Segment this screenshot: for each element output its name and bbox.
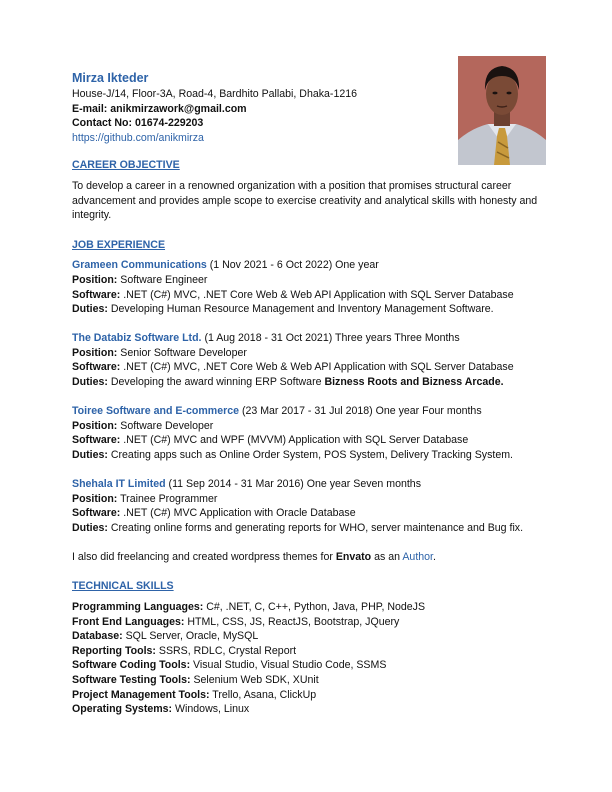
skill-value: C#, .NET, C, C++, Python, Java, PHP, NodeJS	[203, 601, 426, 614]
position-label: Position:	[72, 419, 118, 432]
job-software-line	[72, 433, 544, 448]
job-software-line	[72, 506, 544, 521]
job-duties: Developing Human Resource Management and Inventory Management Software.	[110, 303, 494, 316]
contact-value: 01674-229203	[134, 117, 204, 130]
skill-value: Windows, Linux	[172, 703, 250, 716]
position-label: Position:	[72, 492, 118, 505]
software-label: Software:	[72, 288, 121, 301]
section-heading-objective: CAREER OBJECTIVE	[72, 159, 180, 172]
job-duties-line	[72, 448, 544, 463]
skill-label: Programming Languages:	[72, 601, 204, 614]
skill-row	[72, 600, 544, 615]
github-link[interactable]: https://github.com/anikmirza	[72, 131, 204, 144]
skill-label: Software Testing Tools:	[72, 674, 191, 686]
job-position-line	[72, 419, 544, 434]
email-label: E-mail:	[72, 102, 108, 115]
job-period: (1 Nov 2021 - 6 Oct 2022) One year	[206, 259, 379, 272]
email-value[interactable]: anikmirzawork@gmail.com	[110, 102, 247, 115]
freelance-text: I also did freelancing and created wordpress themes for	[72, 550, 336, 563]
company-name: Toiree Software and E-commerce	[72, 405, 240, 418]
job-entry	[72, 258, 544, 316]
skill-label: Reporting Tools:	[72, 644, 156, 657]
job-software: .NET (C#) MVC and WPF (MVVM) Application with SQL Server Database	[123, 434, 469, 447]
skill-row	[72, 688, 544, 703]
skill-value: SSRS, RDLC, Crystal Report	[155, 644, 297, 657]
job-software: .NET (C#) MVC, .NET Core Web & Web API Application with SQL Server Database	[123, 361, 514, 374]
duties-label: Duties:	[72, 376, 108, 388]
email-line	[72, 102, 544, 117]
author-link[interactable]: Author	[402, 550, 433, 563]
duties-label: Duties:	[72, 521, 108, 534]
position-label: Position:	[72, 273, 118, 286]
skill-label: Software Coding Tools:	[72, 659, 191, 672]
job-title-line	[72, 331, 544, 346]
person-name: Mirza Ikteder	[72, 71, 149, 85]
duties-label: Duties:	[72, 448, 108, 461]
job-position: Software Developer	[120, 419, 214, 432]
job-position: Trainee Programmer	[120, 492, 218, 505]
job-duties: Creating online forms and generating reports for WHO, server maintenance and Bug fix.	[110, 521, 524, 534]
software-label: Software:	[72, 434, 121, 447]
job-position-line	[72, 492, 544, 507]
company-name: Shehala IT Limited	[72, 477, 166, 490]
contact-line	[72, 116, 544, 131]
job-duties-bold: Bizness Roots and Bizness Arcade.	[324, 376, 504, 388]
job-duties-line	[72, 521, 544, 536]
duties-label: Duties:	[72, 303, 108, 316]
job-software-line	[72, 288, 544, 303]
job-period: (23 Mar 2017 - 31 Jul 2018) One year Four months	[239, 405, 482, 418]
skill-label: Project Management Tools:	[72, 688, 210, 701]
job-software-line	[72, 360, 544, 375]
software-label: Software:	[72, 507, 121, 520]
job-title-line	[72, 258, 544, 273]
address: House-J/14, Floor-3A, Road-4, Bardhito Pallabi, Dhaka-1216	[72, 88, 358, 100]
job-entry	[72, 404, 544, 462]
section-heading-experience: JOB EXPERIENCE	[72, 238, 166, 251]
skill-label: Operating Systems:	[72, 703, 173, 716]
skill-value: HTML, CSS, JS, ReactJS, Bootstrap, JQuery	[184, 615, 400, 628]
job-period: (11 Sep 2014 - 31 Mar 2016) One year Seven months	[165, 477, 421, 490]
skill-row	[72, 644, 544, 659]
job-duties: Creating apps such as Online Order System, POS System, Delivery Tracking System.	[110, 448, 513, 461]
company-name: Grameen Communications	[72, 259, 207, 272]
job-software: .NET (C#) MVC, .NET Core Web & Web API Application with SQL Server Database	[123, 288, 514, 301]
freelance-end: .	[433, 550, 436, 563]
resume-page	[72, 70, 544, 717]
job-entry	[72, 477, 544, 535]
skill-label: Front End Languages:	[72, 615, 185, 628]
company-name: The Databiz Software Ltd.	[72, 332, 202, 345]
job-duties-line	[72, 375, 544, 390]
skill-value: SQL Server, Oracle, MySQL	[122, 630, 259, 643]
freelance-note	[72, 550, 544, 565]
job-duties-line	[72, 302, 544, 317]
skill-label: Database:	[72, 630, 123, 643]
job-period: (1 Aug 2018 - 31 Oct 2021) Three years Three Months	[201, 332, 460, 345]
job-duties: Developing the award winning ERP Software	[110, 376, 325, 388]
software-label: Software:	[72, 361, 121, 374]
envato-label: Envato	[335, 550, 372, 563]
job-entry	[72, 331, 544, 389]
skill-value: Selenium Web SDK, XUnit	[190, 674, 319, 686]
skill-value: Trello, Asana, ClickUp	[209, 688, 317, 701]
position-label: Position:	[72, 346, 118, 359]
job-software: .NET (C#) MVC Application with Oracle Database	[123, 507, 356, 520]
skill-row	[72, 615, 544, 630]
job-position-line	[72, 273, 544, 288]
skill-row	[72, 673, 544, 688]
job-position: Software Engineer	[120, 273, 208, 286]
skill-row	[72, 658, 544, 673]
job-title-line	[72, 404, 544, 419]
contact-label: Contact No:	[72, 117, 133, 130]
job-title-line	[72, 477, 544, 492]
skill-value: Visual Studio, Visual Studio Code, SSMS	[190, 659, 387, 672]
job-position-line	[72, 346, 544, 361]
skill-row	[72, 629, 544, 644]
freelance-mid: as an	[371, 550, 403, 563]
skill-row	[72, 702, 544, 717]
section-heading-skills: TECHNICAL SKILLS	[72, 580, 174, 593]
job-position: Senior Software Developer	[120, 346, 247, 359]
objective-text: To develop a career in a renowned organization with a position that promises structural career advancement and provides ample scope to exercise creativity and analytical skills with honesty and integrity.	[72, 179, 538, 222]
